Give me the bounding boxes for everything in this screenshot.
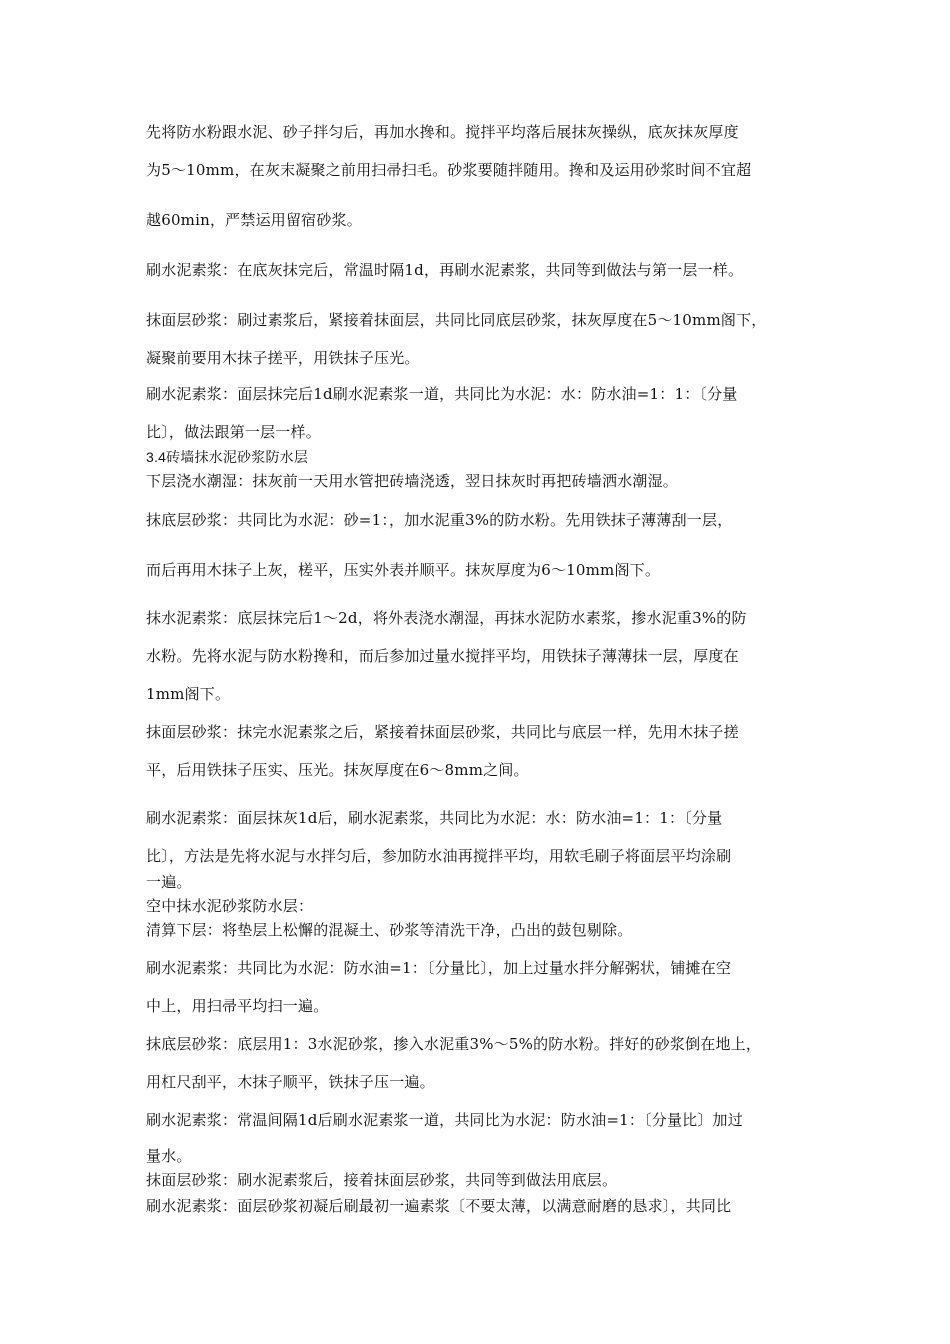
text-line: 平，后用铁抹子压实、压光。抹灰厚度在6～8mm之间。 (146, 761, 529, 779)
text-line: 刷水泥素浆：面层抹灰1d后，刷水泥素浆，共同比为水泥：水：防水油=1：1：〔分量 (146, 809, 723, 827)
text-line: 一遍。 (146, 873, 192, 891)
text-line: 刷水泥素浆：面层砂浆初凝后刷最初一遍素浆〔不要太薄，以满意耐磨的恳求〕，共同比 (146, 1197, 732, 1215)
text-line: 刷水泥素浆：在底灰抹完后，常温时隔1d，再刷水泥素浆，共同等到做法与第一层一样。 (146, 261, 744, 279)
text-line: 1mm阁下。 (146, 685, 231, 703)
text-line: 比〕，做法跟第一层一样。 (146, 423, 321, 441)
text-line: 刷水泥素浆：面层抹完后1d刷水泥素浆一道，共同比为水泥：水：防水油=1：1：〔分量 (146, 385, 738, 403)
section-heading: 3.4砖墙抹水泥砂浆防水层 (146, 449, 309, 465)
text-line: 下层浇水潮湿：抹灰前一天用水管把砖墙浇透，翌日抹灰时再把砖墙洒水潮湿。 (146, 472, 679, 490)
text-line: 用杠尺刮平，木抹子顺平，铁抹子压一遍。 (146, 1073, 435, 1091)
text-line: 量水。 (146, 1147, 192, 1165)
text-line: 中上，用扫帚平均扫一遍。 (146, 997, 329, 1015)
text-line: 凝聚前要用木抹子搓平，用铁抹子压光。 (146, 349, 420, 367)
text-line: 抹面层砂浆：刷水泥素浆后，接着抹面层砂浆，共同等到做法用底层。 (146, 1171, 618, 1189)
text-line: 抹底层砂浆：共同比为水泥：砂=1：，加水泥重3%的防水粉。先用铁抹子薄薄刮一层， (146, 511, 733, 529)
text-line: 清算下层：将垫层上松懈的混凝土、砂浆等清洗干净，凸出的鼓包剔除。 (146, 921, 633, 939)
text-line: 抹底层砂浆：底层用1：3水泥砂浆，掺入水泥重3%～5%的防水粉。拌好的砂浆倒在地上， (146, 1035, 762, 1053)
text-line: 抹水泥素浆：底层抹完后1～2d，将外表浇水潮湿，再抹水泥防水素浆，掺水泥重3%的防 (146, 609, 747, 627)
text-line: 比〕，方法是先将水泥与水拌匀后，参加防水油再搅拌平均，用软毛刷子将面层平均涂刷 (146, 847, 732, 865)
text-line: 为5～10mm，在灰末凝聚之前用扫帚扫毛。砂浆要随拌随用。搀和及运用砂浆时间不宜超 (146, 161, 752, 179)
text-line: 越60min，严禁运用留宿砂浆。 (146, 211, 362, 229)
text-line: 抹面层砂浆：刷过素浆后，紧接着抹面层，共同比同底层砂浆，抹灰厚度在5～10mm阁下， (146, 311, 767, 329)
text-line: 空中抹水泥砂浆防水层： (146, 897, 314, 915)
text-line: 抹面层砂浆：抹完水泥素浆之后，紧接着抹面层砂浆，共同比与底层一样，先用木抹子搓 (146, 723, 739, 741)
text-line: 刷水泥素浆：共同比为水泥：防水油=1：〔分量比〕，加上过量水拌分解粥状，铺摊在空 (146, 959, 732, 977)
text-line: 水粉。先将水泥与防水粉搀和，而后参加过量水搅拌平均，用铁抹子薄薄抹一层，厚度在 (146, 647, 739, 665)
text-line: 而后再用木抹子上灰，槎平，压实外表并顺平。抹灰厚度为6～10mm阁下。 (146, 561, 661, 579)
text-line: 先将防水粉跟水泥、砂子拌匀后，再加水搀和。搅拌平均落后展抹灰操纵，底灰抹灰厚度 (146, 123, 739, 141)
text-line: 刷水泥素浆：常温间隔1d后刷水泥素浆一道，共同比为水泥：防水油=1：〔分量比〕加过 (146, 1111, 743, 1129)
